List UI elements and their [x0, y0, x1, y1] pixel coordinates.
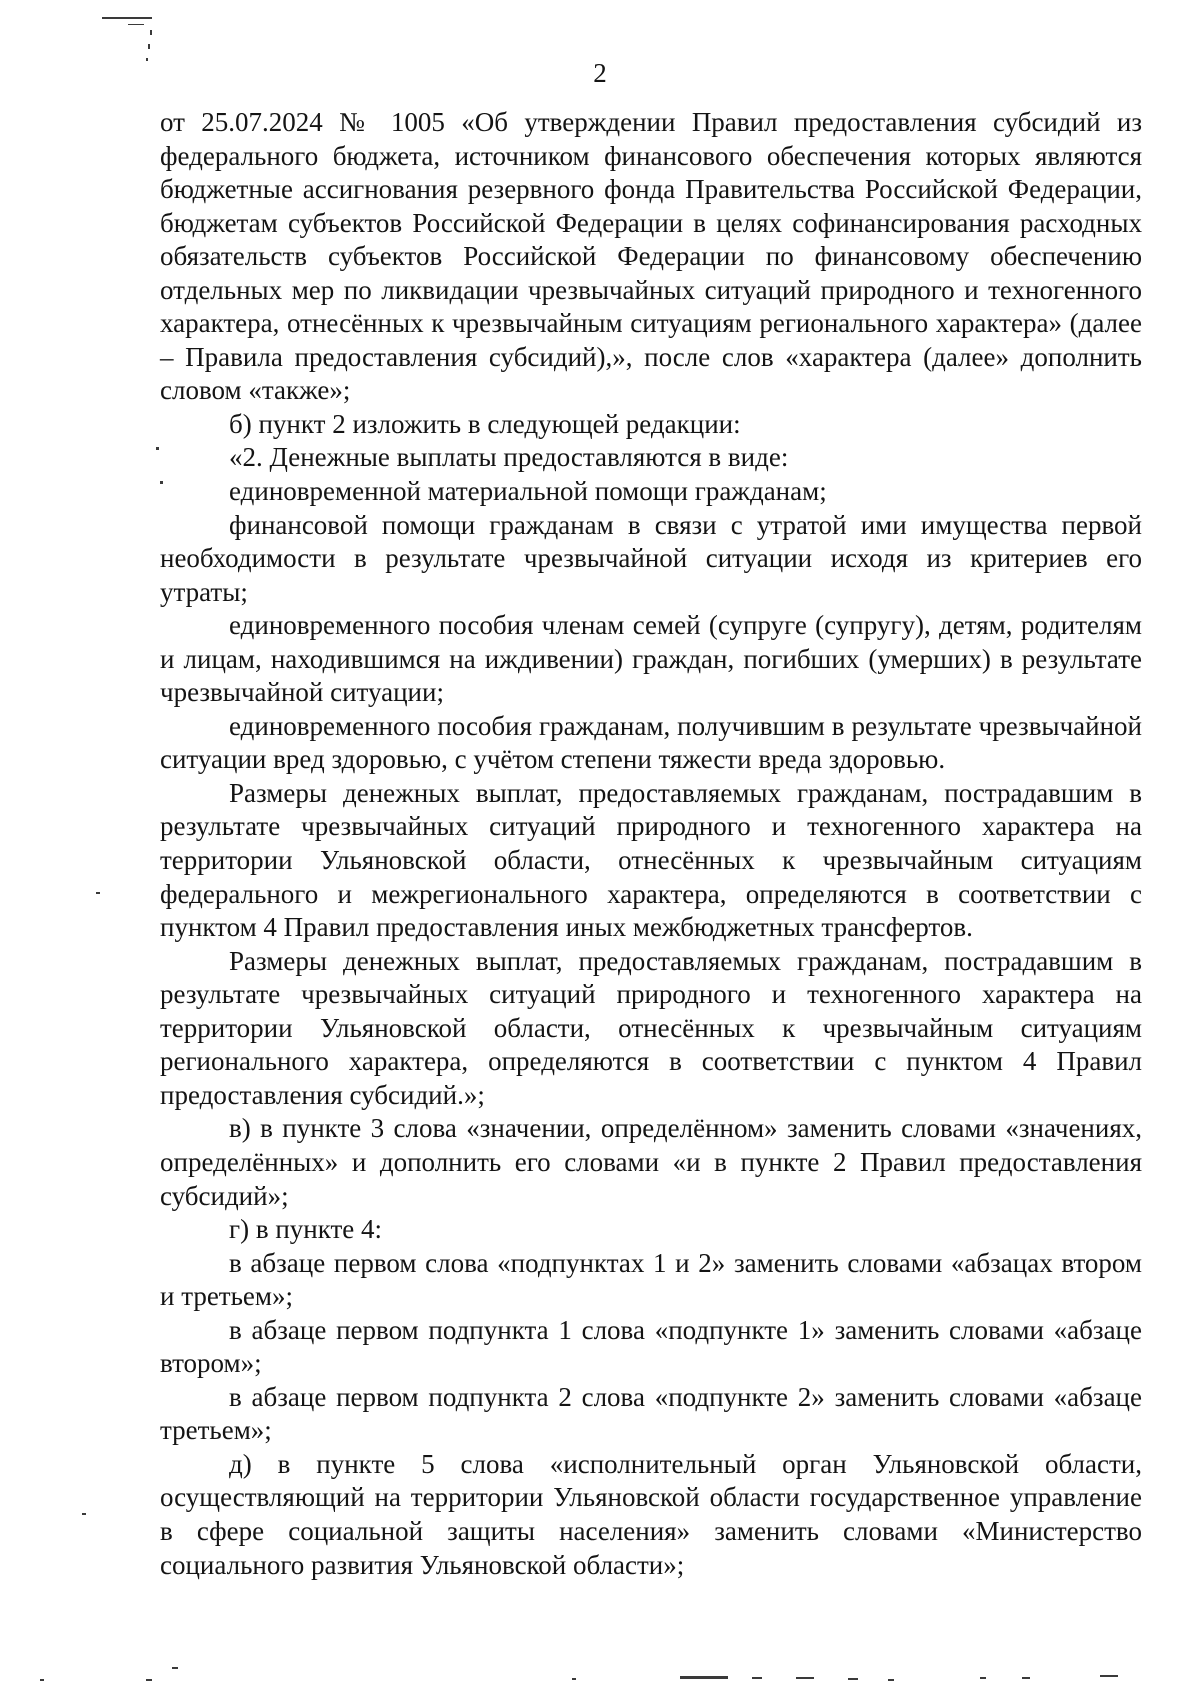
paragraph-item-v: в) в пункте 3 слова «значении, определённом» заменить словами «значениях, определённых» и дополнить его словами «и в пункте 2 Правил предоставления субсидий»;	[160, 1113, 1142, 1211]
scan-artifact-mark	[796, 1677, 814, 1679]
paragraph-payment-sizes-federal: Размеры денежных выплат, предоставляемых гражданам, пострадавшим в результате чрезвычайных ситуаций природного и техногенного характера на территории Ульяновской области, отнесённых к чрезвычайным ситуациям федерального и межрегионального характера, определяются в соответствии с пунктом 4 Правил предоставления иных межбюджетных трансфертов.	[160, 777, 1142, 943]
scan-artifact-mark	[146, 1679, 152, 1681]
document-body	[160, 106, 1142, 1582]
paragraph-item-g-2: в абзаце первом подпункта 1 слова «подпункте 1» заменить словами «абзаце втором»;	[160, 1314, 1142, 1379]
scan-artifact-mark	[96, 892, 100, 894]
paragraph-item-g: г) в пункте 4:	[229, 1214, 383, 1245]
page-number: 2	[593, 58, 607, 88]
paragraph-item-g-3: в абзаце первом подпункта 2 слова «подпункте 2» заменить словами «абзаце третьем»;	[160, 1381, 1142, 1446]
paragraph-continuation: от 25.07.2024 № 1005 «Об утверждении Правил предоставления субсидий из федерального бюджета, источником финансового обеспечения которых являются бюджетные ассигнования резервного фонда Правительства Российской Федерации, бюджетам субъектов Российской Федерации в целях софинансирования расходных обязательств субъектов Российской Федерации по финансовому обеспечению отдельных мер по ликвидации чрезвычайных ситуаций природного и техногенного характера, отнесённых к чрезвычайным ситуациям регионального характера» (далее – Правила предоставления субсидий),», после слов «характера (далее» дополнить словом «также»;	[160, 107, 1142, 406]
scan-artifact-mark	[752, 1677, 762, 1679]
scan-artifact-mark	[888, 1679, 894, 1681]
scan-artifact-mark	[1022, 1677, 1030, 1679]
scan-artifact-mark	[102, 17, 152, 19]
scan-artifact-mark	[1100, 1675, 1118, 1677]
scan-artifact-mark	[148, 44, 150, 49]
scan-artifact-mark	[82, 1513, 86, 1515]
scan-artifact-mark	[156, 447, 159, 450]
paragraph-item-d: д) в пункте 5 слова «исполнительный орган Ульяновской области, осуществляющий на территории Ульяновской области государственное управление в сфере социальной защиты населения» заменить словами «Министерство социального развития Ульяновской области»;	[160, 1448, 1142, 1580]
paragraph-family-allowance: единовременного пособия членам семей (супруге (супругу), детям, родителям и лицам, находившимся на иждивении) граждан, погибших (умерших) в результате чрезвычайной ситуации;	[160, 610, 1142, 708]
scan-artifact-mark	[848, 1678, 858, 1680]
scan-artifact-mark	[40, 1679, 44, 1681]
scan-artifact-mark	[150, 30, 152, 35]
paragraph-point-2: «2. Денежные выплаты предоставляются в виде:	[229, 442, 789, 473]
scan-artifact-mark	[128, 24, 144, 25]
paragraph-material-aid: единовременной материальной помощи гражданам;	[229, 476, 827, 507]
scan-artifact-mark	[680, 1676, 728, 1679]
scan-artifact-mark	[172, 1667, 178, 1669]
paragraph-health-allowance: единовременного пособия гражданам, получившим в результате чрезвычайной ситуации вред здоровью, с учётом степени тяжести вреда здоровью.	[160, 710, 1142, 775]
paragraph-financial-aid: финансовой помощи гражданам в связи с утратой ими имущества первой необходимости в результате чрезвычайной ситуации исходя из критериев его утраты;	[160, 509, 1142, 607]
scan-artifact-mark	[572, 1678, 576, 1680]
paragraph-item-b: б) пункт 2 изложить в следующей редакции:	[229, 408, 741, 439]
scan-artifact-mark	[980, 1677, 986, 1679]
paragraph-payment-sizes-regional: Размеры денежных выплат, предоставляемых гражданам, пострадавшим в результате чрезвычайных ситуаций природного и техногенного характера на территории Ульяновской области, отнесённых к чрезвычайным ситуациям регионального характера, определяются в соответствии с пунктом 4 Правил предоставления субсидий.»;	[160, 945, 1142, 1110]
paragraph-item-g-1: в абзаце первом слова «подпунктах 1 и 2» заменить словами «абзацах втором и третьем»;	[160, 1247, 1142, 1312]
